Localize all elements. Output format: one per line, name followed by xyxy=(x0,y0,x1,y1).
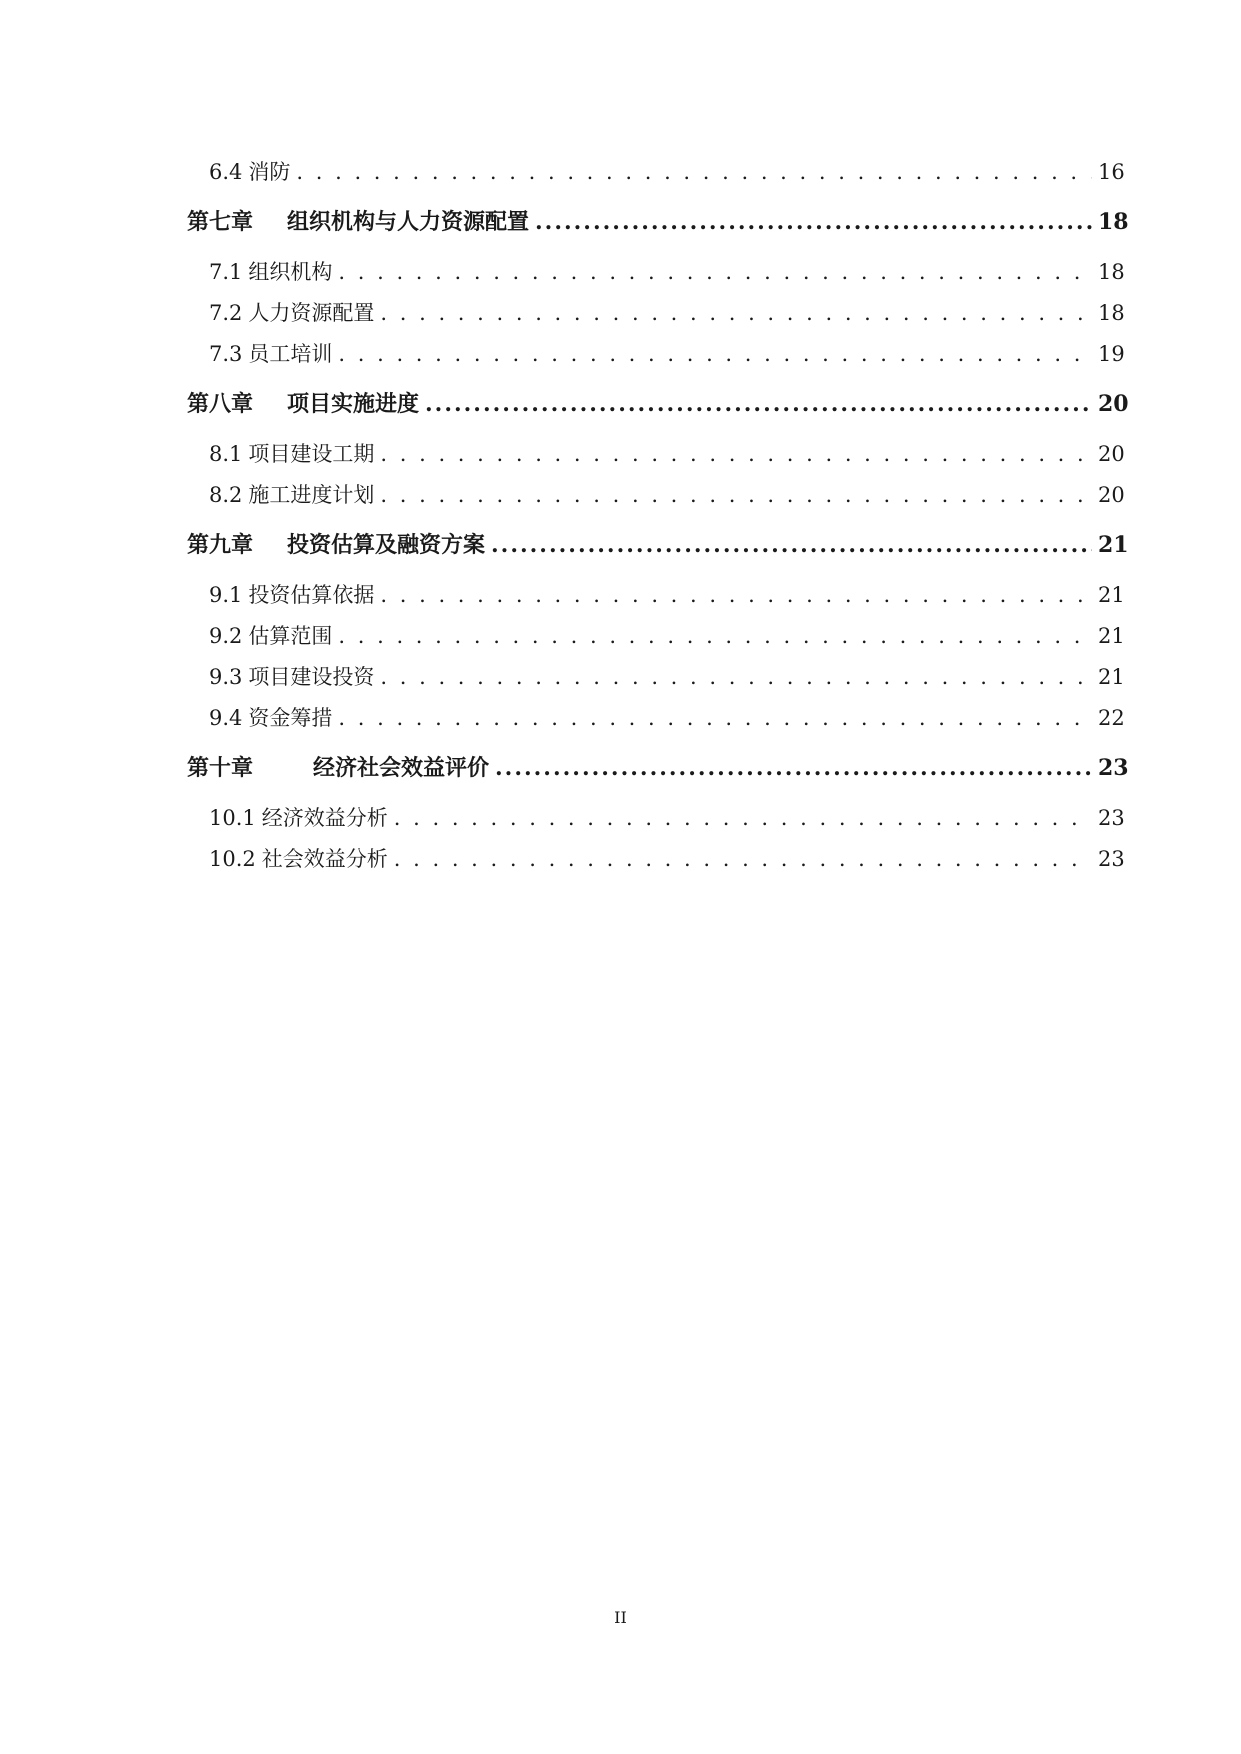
toc-entry-title: 人力资源配置 xyxy=(248,301,375,325)
toc-chapter-7[interactable] xyxy=(187,193,1129,252)
dot-leader xyxy=(380,475,1092,516)
toc-entry-number: 8.1 xyxy=(209,442,243,466)
toc-chapter-page: 20 xyxy=(1098,391,1129,417)
toc-entry-title: 投资估算依据 xyxy=(248,583,375,607)
toc-entry-number: 8.2 xyxy=(209,483,243,507)
toc-entry-number: 9.3 xyxy=(209,665,243,689)
toc-entry-number: 7.2 xyxy=(209,301,243,325)
toc-chapter-page: 21 xyxy=(1098,532,1129,558)
toc-chapter-number: 第十章 xyxy=(187,755,254,781)
toc-entry-number: 9.2 xyxy=(209,624,243,648)
toc-chapter-8[interactable] xyxy=(187,375,1129,434)
toc-chapter-number: 第七章 xyxy=(187,209,254,235)
toc-entry-title: 项目建设工期 xyxy=(248,442,375,466)
dot-leader xyxy=(394,798,1092,839)
toc-chapter-number: 第八章 xyxy=(187,391,254,417)
toc-chapter-title: 项目实施进度 xyxy=(287,391,420,417)
toc-entry-number: 7.3 xyxy=(209,342,243,366)
dot-leader xyxy=(380,657,1092,698)
toc-chapter-page: 18 xyxy=(1098,209,1129,235)
dot-leader xyxy=(296,152,1092,193)
toc-entry-9-1[interactable] xyxy=(187,575,1125,616)
toc-entry-number: 10.1 xyxy=(209,806,256,830)
toc-chapter-page: 23 xyxy=(1098,755,1129,781)
toc-chapter-title: 组织机构与人力资源配置 xyxy=(287,209,530,235)
dot-leader xyxy=(535,193,1092,252)
toc-entry-number: 10.2 xyxy=(209,847,256,871)
dot-leader xyxy=(495,739,1092,798)
dot-leader xyxy=(491,516,1092,575)
toc-entry-page: 21 xyxy=(1098,665,1125,689)
toc-chapter-number: 第九章 xyxy=(187,532,254,558)
toc-entry-title: 资金筹措 xyxy=(248,706,333,730)
toc-entry-6-4[interactable] xyxy=(187,152,1125,193)
dot-leader xyxy=(338,252,1092,293)
dot-leader xyxy=(380,293,1092,334)
dot-leader xyxy=(425,375,1092,434)
toc-entry-9-4[interactable] xyxy=(187,698,1125,739)
toc-entry-page: 18 xyxy=(1098,301,1125,325)
toc-entry-title: 项目建设投资 xyxy=(248,665,375,689)
toc-entry-7-1[interactable] xyxy=(187,252,1125,293)
toc-entry-number: 7.1 xyxy=(209,260,243,284)
table-of-contents xyxy=(187,152,1129,880)
toc-entry-number: 9.1 xyxy=(209,583,243,607)
toc-entry-page: 16 xyxy=(1098,160,1125,184)
page-number-footer: II xyxy=(614,1608,627,1627)
toc-entry-8-1[interactable] xyxy=(187,434,1125,475)
toc-chapter-title: 投资估算及融资方案 xyxy=(287,532,486,558)
dot-leader xyxy=(338,698,1092,739)
toc-entry-title: 组织机构 xyxy=(248,260,333,284)
toc-entry-page: 22 xyxy=(1098,706,1125,730)
toc-entry-8-2[interactable] xyxy=(187,475,1125,516)
toc-entry-page: 18 xyxy=(1098,260,1125,284)
toc-entry-page: 20 xyxy=(1098,442,1125,466)
toc-entry-title: 社会效益分析 xyxy=(261,847,388,871)
toc-entry-number: 9.4 xyxy=(209,706,243,730)
toc-entry-page: 19 xyxy=(1098,342,1125,366)
toc-entry-9-2[interactable] xyxy=(187,616,1125,657)
toc-entry-7-2[interactable] xyxy=(187,293,1125,334)
toc-entry-9-3[interactable] xyxy=(187,657,1125,698)
toc-chapter-9[interactable] xyxy=(187,516,1129,575)
toc-entry-page: 23 xyxy=(1098,847,1125,871)
toc-entry-title: 施工进度计划 xyxy=(248,483,375,507)
toc-entry-page: 23 xyxy=(1098,806,1125,830)
toc-entry-page: 21 xyxy=(1098,583,1125,607)
toc-entry-title: 估算范围 xyxy=(248,624,333,648)
toc-chapter-10[interactable] xyxy=(187,739,1129,798)
toc-entry-page: 20 xyxy=(1098,483,1125,507)
toc-entry-10-1[interactable] xyxy=(187,798,1125,839)
dot-leader xyxy=(338,616,1092,657)
toc-entry-7-3[interactable] xyxy=(187,334,1125,375)
dot-leader xyxy=(380,434,1092,475)
toc-entry-title: 消防 xyxy=(248,160,291,184)
toc-entry-title: 员工培训 xyxy=(248,342,333,366)
toc-entry-10-2[interactable] xyxy=(187,839,1125,880)
toc-entry-number: 6.4 xyxy=(209,160,243,184)
toc-entry-page: 21 xyxy=(1098,624,1125,648)
dot-leader xyxy=(394,839,1092,880)
toc-chapter-title: 经济社会效益评价 xyxy=(313,755,490,781)
dot-leader xyxy=(338,334,1092,375)
toc-entry-title: 经济效益分析 xyxy=(261,806,388,830)
dot-leader xyxy=(380,575,1092,616)
